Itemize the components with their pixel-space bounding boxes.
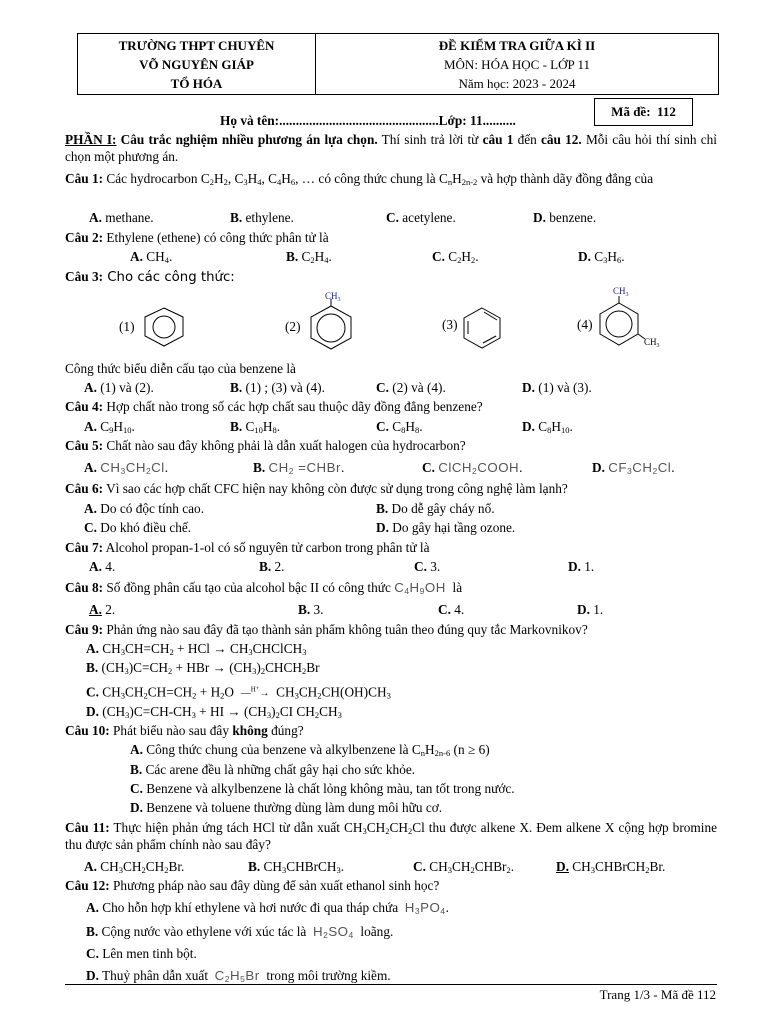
q6-text: Vì sao các hợp chất CFC hiện nay không còn được sử dụng trong công nghệ làm lạnh? (103, 481, 568, 496)
q2-option-b[interactable]: B. $C_2H_4$. (286, 249, 332, 265)
q12-d-text-2: trong môi trường kiềm. (266, 968, 391, 983)
exam-code-label: Mã đề: (611, 104, 651, 119)
q8-text-b: là (452, 580, 463, 595)
q11-option-d[interactable]: D. $CH_3CHBrCH_2Br$. (556, 859, 666, 875)
q9-option-c[interactable]: C. $CH_3CH_2CH=CH_2 + H_2O$ —$^{H^+}$→ $CH_3CH_2CH(OH)CH_3$ (86, 684, 391, 701)
q5-option-a[interactable]: A. $CH_3CH_2Cl$. (84, 460, 169, 476)
q9-number: Câu 9: (65, 622, 104, 637)
structural-formulas (0, 0, 768, 370)
q1-option-b[interactable]: B. ethylene. (230, 210, 294, 225)
formula-4-structure (600, 296, 645, 345)
q3-option-b[interactable]: B. (1) ; (3) và (4). (230, 380, 325, 395)
q10-option-d[interactable]: D. Benzene và toluene thường dùng làm dung môi hữu cơ. (130, 800, 443, 815)
q7-a-text: 4. (105, 559, 116, 574)
part1-title: PHẦN I: (65, 132, 117, 147)
q11-option-c[interactable]: C. $CH_3CH_2CHBr_2$. (413, 859, 515, 875)
q12-b-text-2: loãng. (360, 924, 394, 939)
q7-c-text: 3. (430, 559, 441, 574)
q1-option-d[interactable]: D. benzene. (533, 210, 597, 225)
q6-option-c[interactable]: C. Do khó điều chế. (84, 520, 192, 535)
q3-option-d[interactable]: D. (1) và (3). (522, 380, 592, 395)
page-footer: Trang 1/3 - Mã đề 112 (599, 987, 716, 1002)
q12-option-d[interactable]: D. Thuỷ phân dẫn xuất $C_2H_5Br$ trong môi trường kiềm. (86, 968, 391, 984)
q2-text: Ethylene (ethene) có công thức phân tử là (103, 230, 329, 245)
student-name-field: Họ và tên:................................................ (220, 113, 439, 128)
q6-c-text: Do khó điều chế. (100, 520, 192, 535)
q8-d-text: 1. (593, 602, 604, 617)
question-7 (65, 539, 430, 556)
q8-number: Câu 8: (65, 580, 104, 595)
question-5 (65, 437, 466, 454)
q4-number: Câu 4: (65, 399, 104, 414)
q3-prompt: Công thức biểu diễn cấu tạo của benzene là (65, 361, 296, 376)
formula-1-label: (1) (119, 319, 135, 334)
q4-option-b[interactable]: B. $C_{10}H_8$. (230, 419, 281, 435)
q11-option-b[interactable]: B. $CH_3CHBrCH_3$. (248, 859, 345, 875)
q1-text-a: Các hydrocarbon C (103, 171, 210, 186)
q11-number: Câu 11: (65, 820, 110, 835)
question-1: Câu 1: Các hydrocarbon $C_2H_2$, $C_3H_4$, $C_4H_6$, … có công thức chung là $C_nH_{2n-2}$ và hợp thành dãy đồng đẳng của (65, 171, 654, 187)
department: TỔ HÓA (170, 76, 223, 91)
school-name-2: VÕ NGUYÊN GIÁP (139, 57, 254, 72)
q3-text: Cho các công thức: (103, 270, 235, 285)
q6-number: Câu 6: (65, 481, 104, 496)
q1-number: Câu 1: (65, 171, 104, 186)
part1-from: câu 1 (482, 132, 514, 147)
formula-4-ch3-top: $CH_3$ (613, 286, 629, 298)
q4-option-c[interactable]: C. $C_8H_8$. (376, 419, 423, 435)
formula-3-label: (3) (442, 317, 458, 332)
q6-d-text: Do gây hại tầng ozone. (392, 520, 516, 535)
q1-d-text: benzene. (549, 210, 597, 225)
formula-1-benzene (145, 308, 183, 346)
q1-a-text: methane. (105, 210, 154, 225)
q8-c-text: 4. (454, 602, 465, 617)
q5-option-c[interactable]: C. ClCH$_2$COOH. (422, 460, 523, 476)
q11-text: Thực hiện phản ứng tách HCl từ dẫn xuất CH (109, 820, 363, 835)
exam-code: 112 (657, 104, 676, 119)
q3-number: Câu 3: (65, 269, 104, 284)
question-8: Câu 8: Số đồng phân cấu tạo của alcohol bậc II có công thức $C_4H_9OH$ là (65, 580, 463, 596)
question-6 (65, 480, 568, 497)
q6-option-d[interactable]: D. Do gây hại tầng ozone. (376, 520, 516, 535)
q4-text: Hợp chất nào trong số các hợp chất sau thuộc dãy đồng đẳng benzene? (103, 399, 483, 414)
q10-option-a[interactable]: A. Công thức chung của benzene và alkylbenzene là $C_nH_{2n-6}$ (n ≥ 6) (130, 742, 490, 758)
q1-text-c: và hợp thành dãy đồng đẳng của (477, 171, 654, 186)
q8-a-text: 2. (105, 602, 116, 617)
q10-text-b: đúng? (267, 723, 304, 738)
question-4 (65, 398, 483, 415)
q8-option-c[interactable]: C. 4. (438, 602, 465, 617)
student-class-field: Lớp: 11.......... (438, 113, 516, 128)
q9-text: Phản ứng nào sau đây đã tạo thành sản phẩm không tuân theo đúng quy tắc Markovnikov? (103, 622, 588, 637)
q5-text: Chất nào sau đây không phải là dẫn xuất halogen của hydrocarbon? (103, 438, 466, 453)
q10-text: Phát biểu nào sau đây (109, 723, 233, 738)
q12-b-text: Cộng nước vào ethylene với xúc tác là (101, 924, 307, 939)
exam-title: ĐỀ KIỂM TRA GIỮA KÌ II (438, 38, 596, 53)
q7-option-a[interactable]: A. 4. (89, 559, 116, 574)
school-year: Năm học: 2023 - 2024 (458, 76, 576, 91)
q10-b-text: Các arene đều là những chất gây hại cho sức khỏe. (145, 762, 416, 777)
q8-option-b[interactable]: B. 3. (298, 602, 324, 617)
formula-4-ch3-side: $CH_3$ (644, 337, 660, 349)
q10-option-b[interactable]: B. Các arene đều là những chất gây hại cho sức khỏe. (130, 762, 416, 777)
q7-option-d[interactable]: D. 1. (568, 559, 595, 574)
q3-option-c[interactable]: C. (2) và (4). (376, 380, 446, 395)
formula-2-label: (2) (285, 319, 301, 334)
q7-b-text: 2. (274, 559, 285, 574)
q1-option-c[interactable]: C. acetylene. (386, 210, 456, 225)
q7-d-text: 1. (584, 559, 595, 574)
q7-number: Câu 7: (65, 540, 104, 555)
q12-a-text: Cho hỗn hợp khí ethylene và hơi nước đi qua tháp chứa (102, 900, 399, 915)
q1-c-text: acetylene. (402, 210, 456, 225)
footer-rule (65, 984, 717, 985)
q8-b-text: 3. (313, 602, 324, 617)
q6-a-text: Do có độc tính cao. (100, 501, 205, 516)
q2-number: Câu 2: (65, 230, 104, 245)
q2-option-d[interactable]: D. $C_3H_6$. (578, 249, 625, 265)
q8-option-a[interactable]: A. 2. (89, 602, 116, 617)
q10-c-text: Benzene và alkylbenzene là chất lỏng không màu, tan tốt trong nước. (146, 781, 515, 796)
part1-text: Thí sinh trả lời từ (377, 132, 483, 147)
question-11: Câu 11: Thực hiện phản ứng tách HCl từ dẫn xuất $CH_3CH_2CH_2Cl$ thu được alkene X. Đem alkene X cộng hợp bromine thu được sản phẩm chính nào sau đây? (65, 820, 717, 852)
q12-d-text: Thuỷ phân dẫn xuất (102, 968, 209, 983)
q7-option-b[interactable]: B. 2. (259, 559, 285, 574)
q4-option-d[interactable]: D. $C_8H_{10}$. (522, 419, 573, 435)
q3-c-text: (2) và (4). (392, 380, 446, 395)
q3-option-a[interactable]: A. (1) và (2). (84, 380, 154, 395)
q10-d-text: Benzene và toluene thường dùng làm dung môi hữu cơ. (146, 800, 443, 815)
part1-subtitle: Câu trắc nghiệm nhiều phương án lựa chọn. (116, 132, 378, 147)
q5-option-b[interactable]: B. $CH_2$ =CHBr. (253, 460, 345, 476)
school-name-1: TRƯỜNG THPT CHUYÊN (118, 38, 275, 53)
q2-option-c[interactable]: C. $C_2H_2$. (432, 249, 479, 265)
q8-option-d[interactable]: D. 1. (577, 602, 604, 617)
q3-b-text: (1) ; (3) và (4). (245, 380, 325, 395)
part1-mid: đến (513, 132, 541, 147)
formula-2-ch3: $CH_3$ (325, 291, 341, 303)
q12-option-c[interactable]: C. Lên men tinh bột. (86, 946, 197, 961)
q5-option-d[interactable]: D. $CF_3CH_2Cl$. (592, 460, 675, 476)
q4-option-a[interactable]: A. $C_9H_{10}$. (84, 419, 135, 435)
q10-number: Câu 10: (65, 723, 110, 738)
part1-rest: Mỗi câu hỏi thí sinh chỉ chọn một phương án. (65, 132, 717, 164)
q7-text: Alcohol propan-1-ol có số nguyên tử carbon trong phân tử là (103, 540, 430, 555)
q5-number: Câu 5: (65, 438, 104, 453)
q1-option-a[interactable]: A. methane. (89, 210, 154, 225)
formula-3-kekule (464, 308, 500, 348)
q12-option-a[interactable]: A. Cho hỗn hợp khí ethylene và hơi nước đi qua tháp chứa $H_3PO_4$. (86, 900, 449, 916)
q1-b-text: ethylene. (245, 210, 294, 225)
q6-b-text: Do dễ gây cháy nổ. (391, 501, 495, 516)
q10-a-text: Công thức chung của benzene và alkylbenzene là C (146, 742, 421, 757)
q12-number: Câu 12: (65, 878, 110, 893)
question-9 (65, 621, 588, 638)
question-10 (65, 722, 304, 739)
q9-option-a[interactable]: A. $CH_3CH=CH_2$ + HCl → $CH_3CHClCH_3$ (86, 641, 307, 657)
q6-option-a[interactable]: A. Do có độc tính cao. (84, 501, 205, 516)
q9-option-b[interactable]: B. $(CH_3)C=CH_2$ + HBr → $(CH_3)_2CHCH_2Br$ (86, 660, 320, 676)
q12-option-b[interactable]: B. Cộng nước vào ethylene với xúc tác là $H_2SO_4$ loãng. (86, 924, 394, 940)
q12-c-text: Lên men tinh bột. (102, 946, 197, 961)
q12-text: Phương pháp nào sau đây dùng để sản xuất ethanol sinh học? (109, 878, 440, 893)
q8-text: Số đồng phân cấu tạo của alcohol bậc II có công thức (103, 580, 391, 595)
q10-option-c[interactable]: C. Benzene và alkylbenzene là chất lỏng không màu, tan tốt trong nước. (130, 781, 515, 796)
formula-2-structure (311, 299, 351, 349)
q2-option-a[interactable]: A. $CH_4$. (130, 249, 173, 265)
q3-d-text: (1) và (3). (538, 380, 592, 395)
q7-option-c[interactable]: C. 3. (414, 559, 441, 574)
part1-to: câu 12. (540, 132, 582, 147)
q10-keyword: không (232, 723, 268, 738)
exam-subject: MÔN: HÓA HỌC - LỚP 11 (443, 57, 590, 72)
q1-text-b: , … có công thức chung là C (295, 171, 448, 186)
q3-a-text: (1) và (2). (100, 380, 154, 395)
q6-option-b[interactable]: B. Do dễ gây cháy nổ. (376, 501, 495, 516)
q9-option-d[interactable]: D. $(CH_3)C=CH-CH_3$ + HI → $(CH_3)_2CI$ $CH_2CH_3$ (86, 704, 342, 720)
formula-4-label: (4) (577, 317, 593, 332)
q11-option-a[interactable]: A. $CH_3CH_2CH_2Br$. (84, 859, 185, 875)
question-12 (65, 877, 439, 894)
